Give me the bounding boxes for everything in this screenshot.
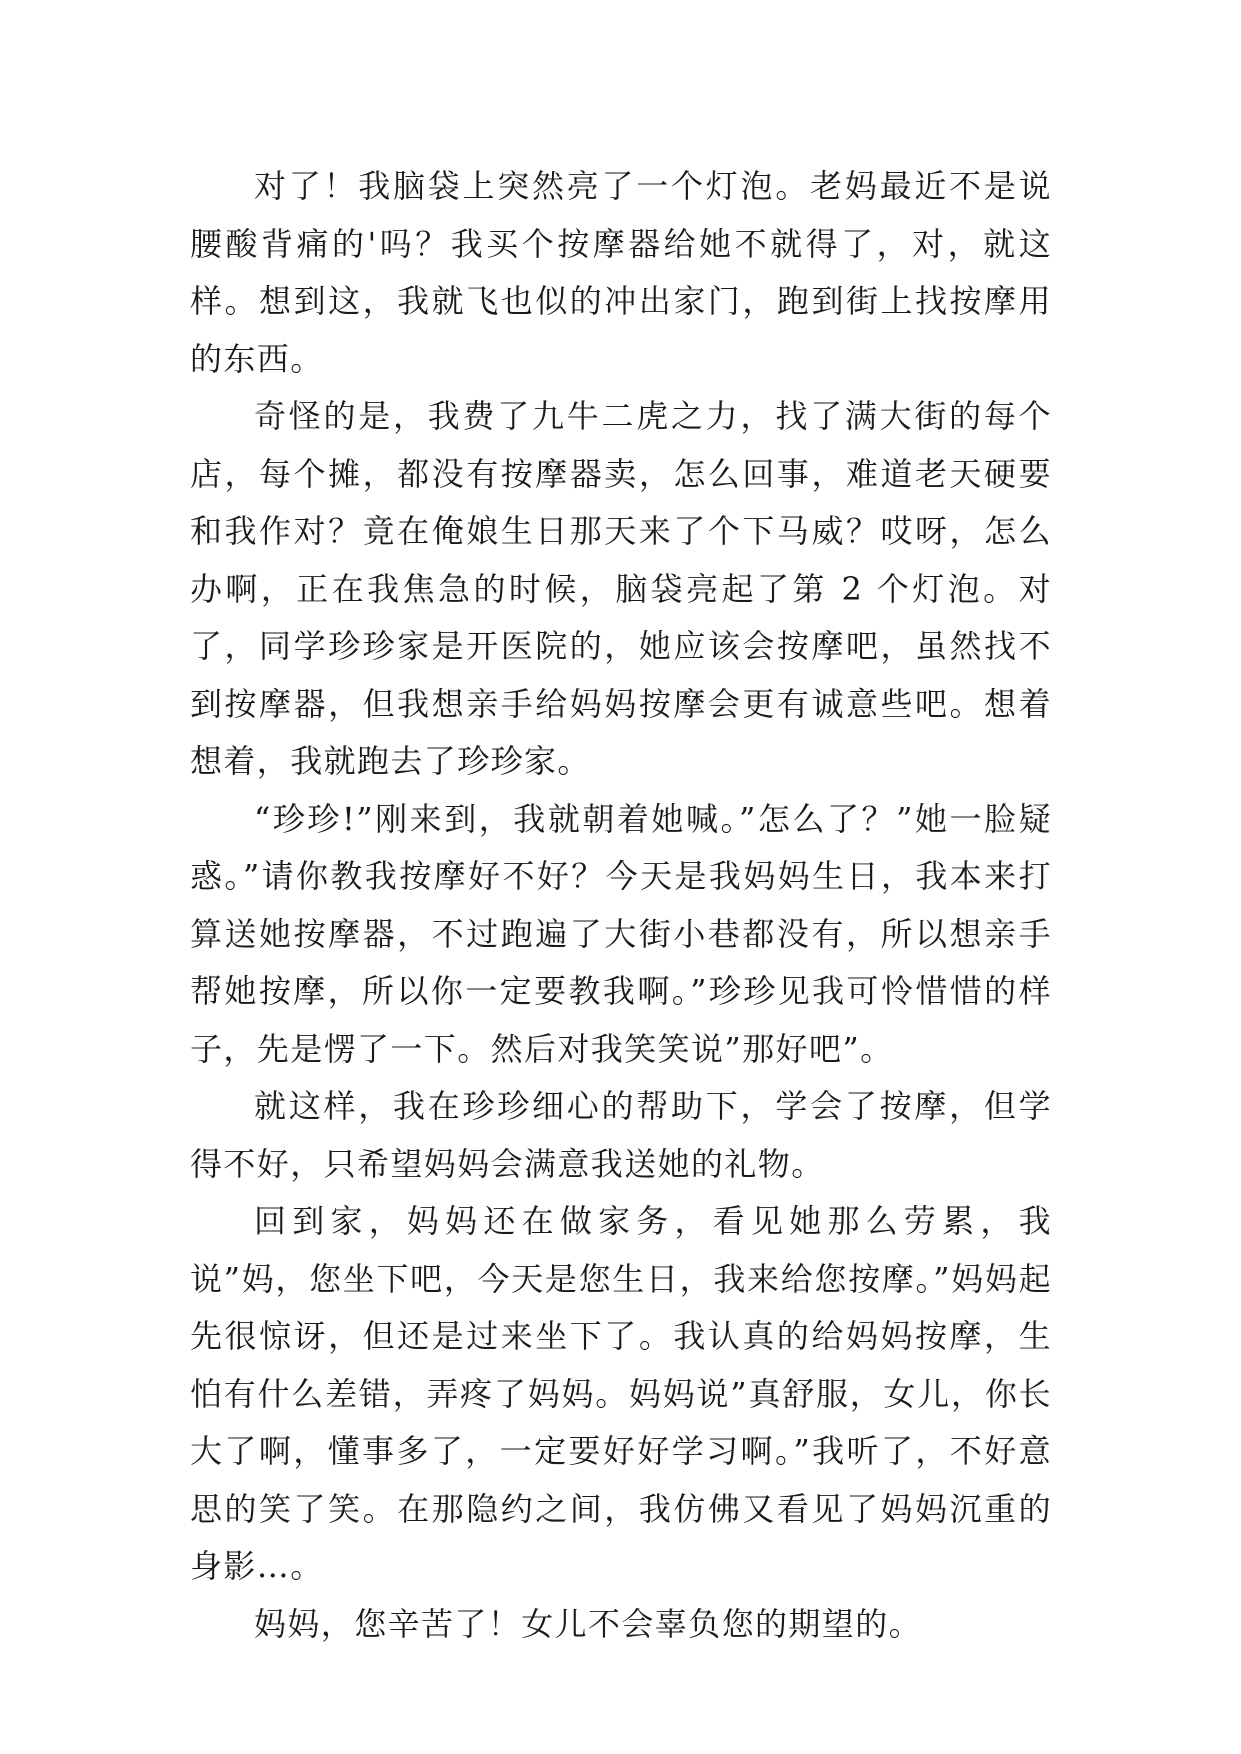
paragraph-1: 对了！我脑袋上突然亮了一个灯泡。老妈最近不是说腰酸背痛的'吗？我买个按摩器给她不就得了，对，就这样。想到这，我就飞也似的冲出家门，跑到街上找按摩用的东西。 xyxy=(190,167,1052,378)
paragraph-6: 妈妈，您辛苦了！女儿不会辜负您的期望的。 xyxy=(254,1604,923,1643)
paragraph-3: “珍珍!”刚来到，我就朝着她喊。”怎么了？”她一脸疑惑。”请你教我按摩好不好？今天是我妈妈生日，我本来打算送她按摩器，不过跑遍了大街小巷都没有，所以想亲手帮她按摩，所以你一定要教我啊。”珍珍见我可怜惜惜的样子，先是愣了一下。然后对我笑笑说”那好吧”。 xyxy=(190,799,1052,1068)
paragraph-2: 奇怪的是，我费了九牛二虎之力，找了满大街的每个店，每个摊，都没有按摩器卖，怎么回事，难道老天硬要和我作对？竟在俺娘生日那天来了个下马威？哎呀，怎么办啊，正在我焦急的时候，脑袋亮起了第 2 个灯泡。对了，同学珍珍家是开医院的，她应该会按摩吧，虽然找不到按摩器，但我想亲手给妈妈按摩会更有诚意些吧。想着想着，我就跑去了珍珍家。 xyxy=(190,397,1052,780)
paragraph-5: 回到家，妈妈还在做家务，看见她那么劳累，我说”妈，您坐下吧，今天是您生日，我来给您按摩。”妈妈起先很惊讶，但还是过来坐下了。我认真的给妈妈按摩，生怕有什么差错，弄疼了妈妈。妈妈说”真舒服，女儿，你长大了啊，懂事多了，一定要好好学习啊。”我听了，不好意思的笑了笑。在那隐约之间，我仿佛又看见了妈妈沉重的身影…。 xyxy=(190,1202,1052,1585)
document-body xyxy=(190,158,1052,1653)
paragraph-4: 就这样，我在珍珍细心的帮助下，学会了按摩，但学得不好，只希望妈妈会满意我送她的礼物。 xyxy=(190,1087,1052,1183)
